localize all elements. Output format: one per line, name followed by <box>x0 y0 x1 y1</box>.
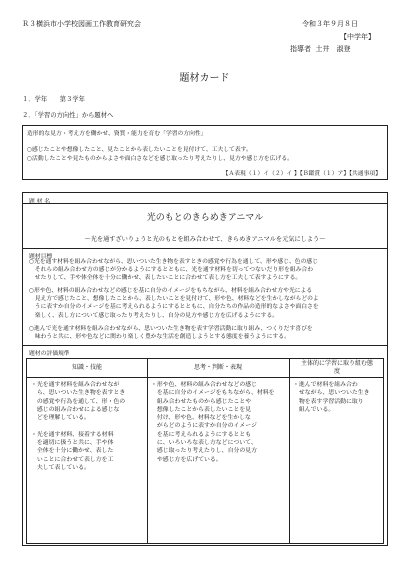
direction-line: ○感じたことや想像したこと、見たことから表したいことを見付けて、工夫して表す。 <box>27 147 252 154</box>
divider <box>23 203 387 204</box>
eval-label: 題材の評価規準 <box>29 351 70 357</box>
direction-item: ２．「学習の方向性」から題材へ <box>22 112 114 119</box>
criteria-thinking-cell: ・形や色、材料の組み合わせなどの感じ を基に自分のイメージをもちながら、材料を 組み合わせたものから感じたことや 想像したことから表したいことを見 付け、形や色、材料などを生かしな がらどのように表すか自分のイメージ を基に考えられるようにするととも に、いろいろな表し方などについて、 感じ取ったり考えたりし、自分の見方 や感じ方を広げている。 <box>151 382 275 463</box>
curriculum-goals: 【Ａ表現（１）イ（２）イ 】【Ｂ鑑賞（１）ア】【共通事項】 <box>222 171 381 177</box>
direction-line: 造形的な見方・考え方を働かせ、資質・能力を育む「学習の方向性」 <box>27 131 207 137</box>
work-subtitle: ～光を通すざいりょうと光のもとを組み合わせて、きらめきアニマルを元気にしよう～ <box>84 236 326 243</box>
organization-name: Ｒ３横浜市小学校図画工作教育研究会 <box>22 20 141 28</box>
criteria-knowledge-cell: ・光を通す材料を組み合わせなが ら、思いついた生き物を表すとき の感覚や行為を通して、形・色の 感じの組み合わせによる感じな どを理解している。 ・光を通す材料、接着する材料 を適切に扱うと共に、手や体 全体を十分に働かせ、表した いことに合わせて表し方を工 夫して表している。 <box>31 382 126 471</box>
criteria-attitude-cell: ・進んで材料を組み合わ せながら、思いついた生き 物を表す学習活動に取り 組んでいる。 <box>293 382 370 413</box>
column-divider <box>147 359 148 543</box>
divider <box>23 248 387 249</box>
document-date: 令和３年９月８日 <box>302 20 358 28</box>
goal-label: 題材目標 <box>29 254 53 260</box>
goal-paragraph-attitude: ○進んで光を通す材料を組み合わせながら、思いついた生き物を表す学習活動に取り組み、つくりだす喜びを 味わうと共に、形や色などに関わり楽しく豊かな生活を創造しようとする態度を養うようにする。 <box>29 326 313 341</box>
instructor <box>290 46 350 53</box>
work-name: 光のもとのきらめきアニマル <box>146 213 264 223</box>
divider <box>23 345 387 346</box>
goal-paragraph-knowledge: ○光を通す材料を組み合わせながら、思いついた生き物を表すときの感覚や行為を通して、形や感じ、色の感じ それらの組み合わせ方の感じが分かるようにするとともに、光を通す材料を切ってつないだり形を組み合わ せたりして、手や体全体を十分に働かせ、表したいことに合わせて表し方を工夫して表すようにする。 <box>29 259 318 282</box>
page-title: 題材カード <box>179 73 230 84</box>
instructor-label: 指導者 <box>290 45 311 53</box>
direction-line: ○活動したことや見たものからよさや面白さなどを感じ取ったり考えたりし、見方や感じ方を広げる。 <box>27 155 293 162</box>
instructor-name: 土井 淑登 <box>315 45 351 53</box>
evaluation-table <box>26 358 384 544</box>
learning-direction-box <box>22 125 388 180</box>
school-level: 【中学年】 <box>340 33 375 41</box>
direction-line <box>27 138 293 146</box>
table-header-divider <box>27 377 383 378</box>
work-name-label: 題 材 名 <box>29 199 51 205</box>
column-header-thinking: 思考・判断・表現 <box>193 364 242 371</box>
column-header-knowledge: 知識・技能 <box>71 364 102 371</box>
topic-detail-box <box>22 192 388 546</box>
goal-paragraph-thinking: ○形や色、材料の組み合わせなどの感じを基に自分のイメージをもちながら、材料を組み合わせ方や光による 見え方で感じたこと、想像したことから、表したいことを見付けて、形や色、材料などを生かしながらどのよ うに表すか自分のイメージを基に考えられるようにするとともに、自分たちの作品の造形的なよさや面白さを 楽しく、表し方について感じ取ったり考えたりし、自分の見方や感じ方を広げるようにする。 <box>29 288 319 319</box>
column-divider <box>289 359 290 543</box>
column-header-attitude: 主体的に学習に取り組む態 度 <box>300 360 373 375</box>
learning-direction-text <box>27 130 293 163</box>
grade-item: １．学年 第３学年 <box>22 96 85 103</box>
